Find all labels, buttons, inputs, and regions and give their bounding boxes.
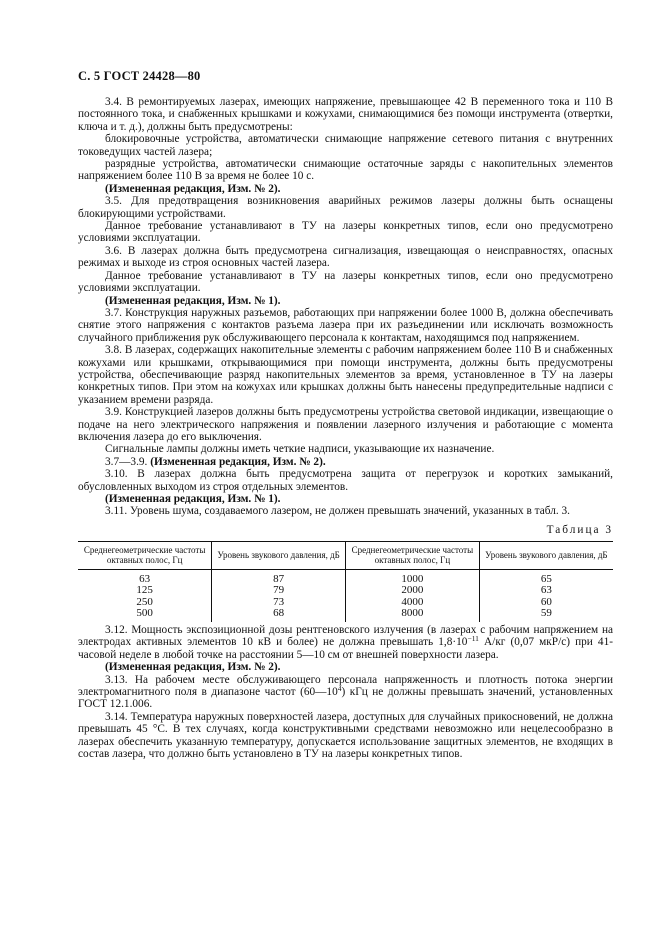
table-cell: 63 (540, 584, 552, 597)
paragraph: 3.8. В лазерах, содержащих накопительные элементы с рабочим напряжением более 110 В и снабженных кожухами или крышками, открывающимися при помощи инструмента, должны быть предусмотрены устройства, обеспечивающие разряд накопительных элементов за время, установленное в ТУ на лазеры конкретных типов. При этом на кожухах или крышках должны быть нанесены предупредительные надписи с указанием времени разряда. (78, 344, 613, 406)
table-cell: 500 (78, 608, 212, 622)
table-3-header-row (78, 542, 613, 570)
table-cell: 250 (78, 597, 212, 608)
paragraph: Сигнальные лампы должны иметь четкие надписи, указывающие их назначение. (105, 443, 495, 456)
amendment-3-12: (Измененная редакция, Изм. № 2). (105, 661, 281, 674)
table-row (78, 597, 613, 608)
table-cell: 60 (540, 595, 552, 608)
table-3-caption: Таблица 3 (546, 523, 613, 536)
paragraph: 3.7. Конструкция наружных разъемов, работающих при напряжении более 1000 В, должна обеспечивать снятие этого напряжения с контактов разъема лазера при их разъединении или исключать возможность случайного приближения рук обслуживающего персонала к контактам, находящимся под напряжением. (78, 306, 613, 344)
paragraph: 3.9. Конструкцией лазеров должны быть предусмотрены устройства световой индикации, извещающие о подаче на него электрического напряжения и появлении лазерного излучения и работающие с момента включения лазера до его выключения. (78, 406, 613, 443)
paragraphs-3-4-to-3-9 (78, 96, 613, 456)
table-cell: 65 (540, 573, 552, 586)
table-cell: 125 (78, 585, 212, 596)
paragraph-3-12: 3.12. Мощность экспозиционной дозы рентгеновского излучения (в лазерах с рабочим напряжением на электродах активных элементов 10 кВ и более) не должна превышать $1,8\cdot 10^{-11}$ А/кг (0,07 мкР/с) при 41-часовой неделе в любой точке на расстоянии 5—10 см от внешней поверхности лазера. (78, 624, 613, 661)
paragraph-3-13: 3.13. На рабочем месте обслуживающего персонала напряженность и плотность потока энергии электромагнитного поля в диапазоне частот $(60—10^4)$ кГц не должны превышать значений, установленных ГОСТ 12.1.006. (78, 673, 613, 711)
paragraph: 3.4. В ремонтируемых лазерах, имеющих напряжение, превышающее 42 В переменного тока и 110 В постоянного тока, и снабженных крышками и кожухами, снимающимися без помощи инструмента (отвертки, ключа и т. д.), должны быть предусмотрены: (78, 96, 613, 133)
amendment-note: (Измененная редакция, Изм. № 1). (105, 294, 281, 307)
paragraph: 3.5. Для предотвращения возникновения аварийных режимов лазеры должны быть оснащены блокирующими устройствами. (78, 195, 613, 220)
header-frequency-2: Среднегеометрические частоты октавных полос, Гц (346, 542, 480, 570)
header-sound-level-1: Уровень звукового давления, дБ (212, 542, 346, 570)
table-cell: 4000 (346, 597, 480, 608)
table-cell: 87 (212, 570, 346, 586)
table-row (78, 570, 613, 586)
table-row (78, 608, 613, 622)
paragraph: блокировочные устройства, автоматически снимающие напряжение сетевого питания с внутренних токоведущих частей лазера; (78, 133, 613, 158)
paragraph: 3.10. В лазерах должна быть предусмотрена защита от перегрузок и коротких замыканий, обусловленных выходом из строя отдельных элементов. (78, 468, 613, 493)
table-cell: 68 (212, 608, 346, 622)
amendment-3-7-3-9: 3.7—3.9. (Измененная редакция, Изм. № 2). (105, 455, 326, 468)
paragraph: 3.6. В лазерах должна быть предусмотрена сигнализация, извещающая о неисправностях, опасных режимах и выходе из строя основных частей лазера. (78, 244, 613, 270)
table-cell: 79 (212, 585, 346, 596)
paragraphs-3-10-to-3-11 (78, 468, 613, 518)
paragraph: 3.11. Уровень шума, создаваемого лазером, не должен превышать значений, указанных в табл. 3. (105, 505, 570, 518)
table-cell: 63 (78, 570, 212, 586)
table-cell: 8000 (346, 608, 480, 622)
paragraph: Данное требование устанавливают в ТУ на лазеры конкретных типов, если оно предусмотрено условиями эксплуатации. (78, 269, 613, 295)
amendment-note: (Измененная редакция, Изм. № 1). (105, 493, 281, 505)
header-sound-level-2: Уровень звукового давления, дБ (479, 542, 613, 570)
header-frequency-1: Среднегеометрические частоты октавных полос, Гц (78, 542, 212, 570)
document-body (78, 96, 613, 761)
amendment-note: (Измененная редакция, Изм. № 2). (105, 182, 281, 195)
paragraph-3-14: 3.14. Температура наружных поверхностей лазера, доступных для случайных прикосновений, не должна превышать 45 °С. В тех случаях, когда конструктивными средствами невозможно или нецелесообразно в лазерах обеспечить указанную температуру, допускается использование защитных элементов, не входящих в состав лазера, что должно быть установлено в ТУ на лазеры конкретных типов. (78, 710, 613, 761)
table-cell: 1000 (346, 570, 480, 586)
paragraph: Данное требование устанавливают в ТУ на лазеры конкретных типов, если оно предусмотрено условиями эксплуатации. (78, 220, 613, 245)
table-cell: 59 (540, 606, 552, 619)
table-cell: 73 (212, 597, 346, 608)
table-row (78, 585, 613, 596)
table-3 (78, 541, 613, 622)
table-cell: 2000 (346, 585, 480, 596)
page-header: С. 5 ГОСТ 24428—80 (78, 69, 201, 83)
paragraph: разрядные устройства, автоматически снимающие остаточные заряды с накопительных элементов напряжением более 110 В за время не более 10 с. (78, 158, 613, 183)
